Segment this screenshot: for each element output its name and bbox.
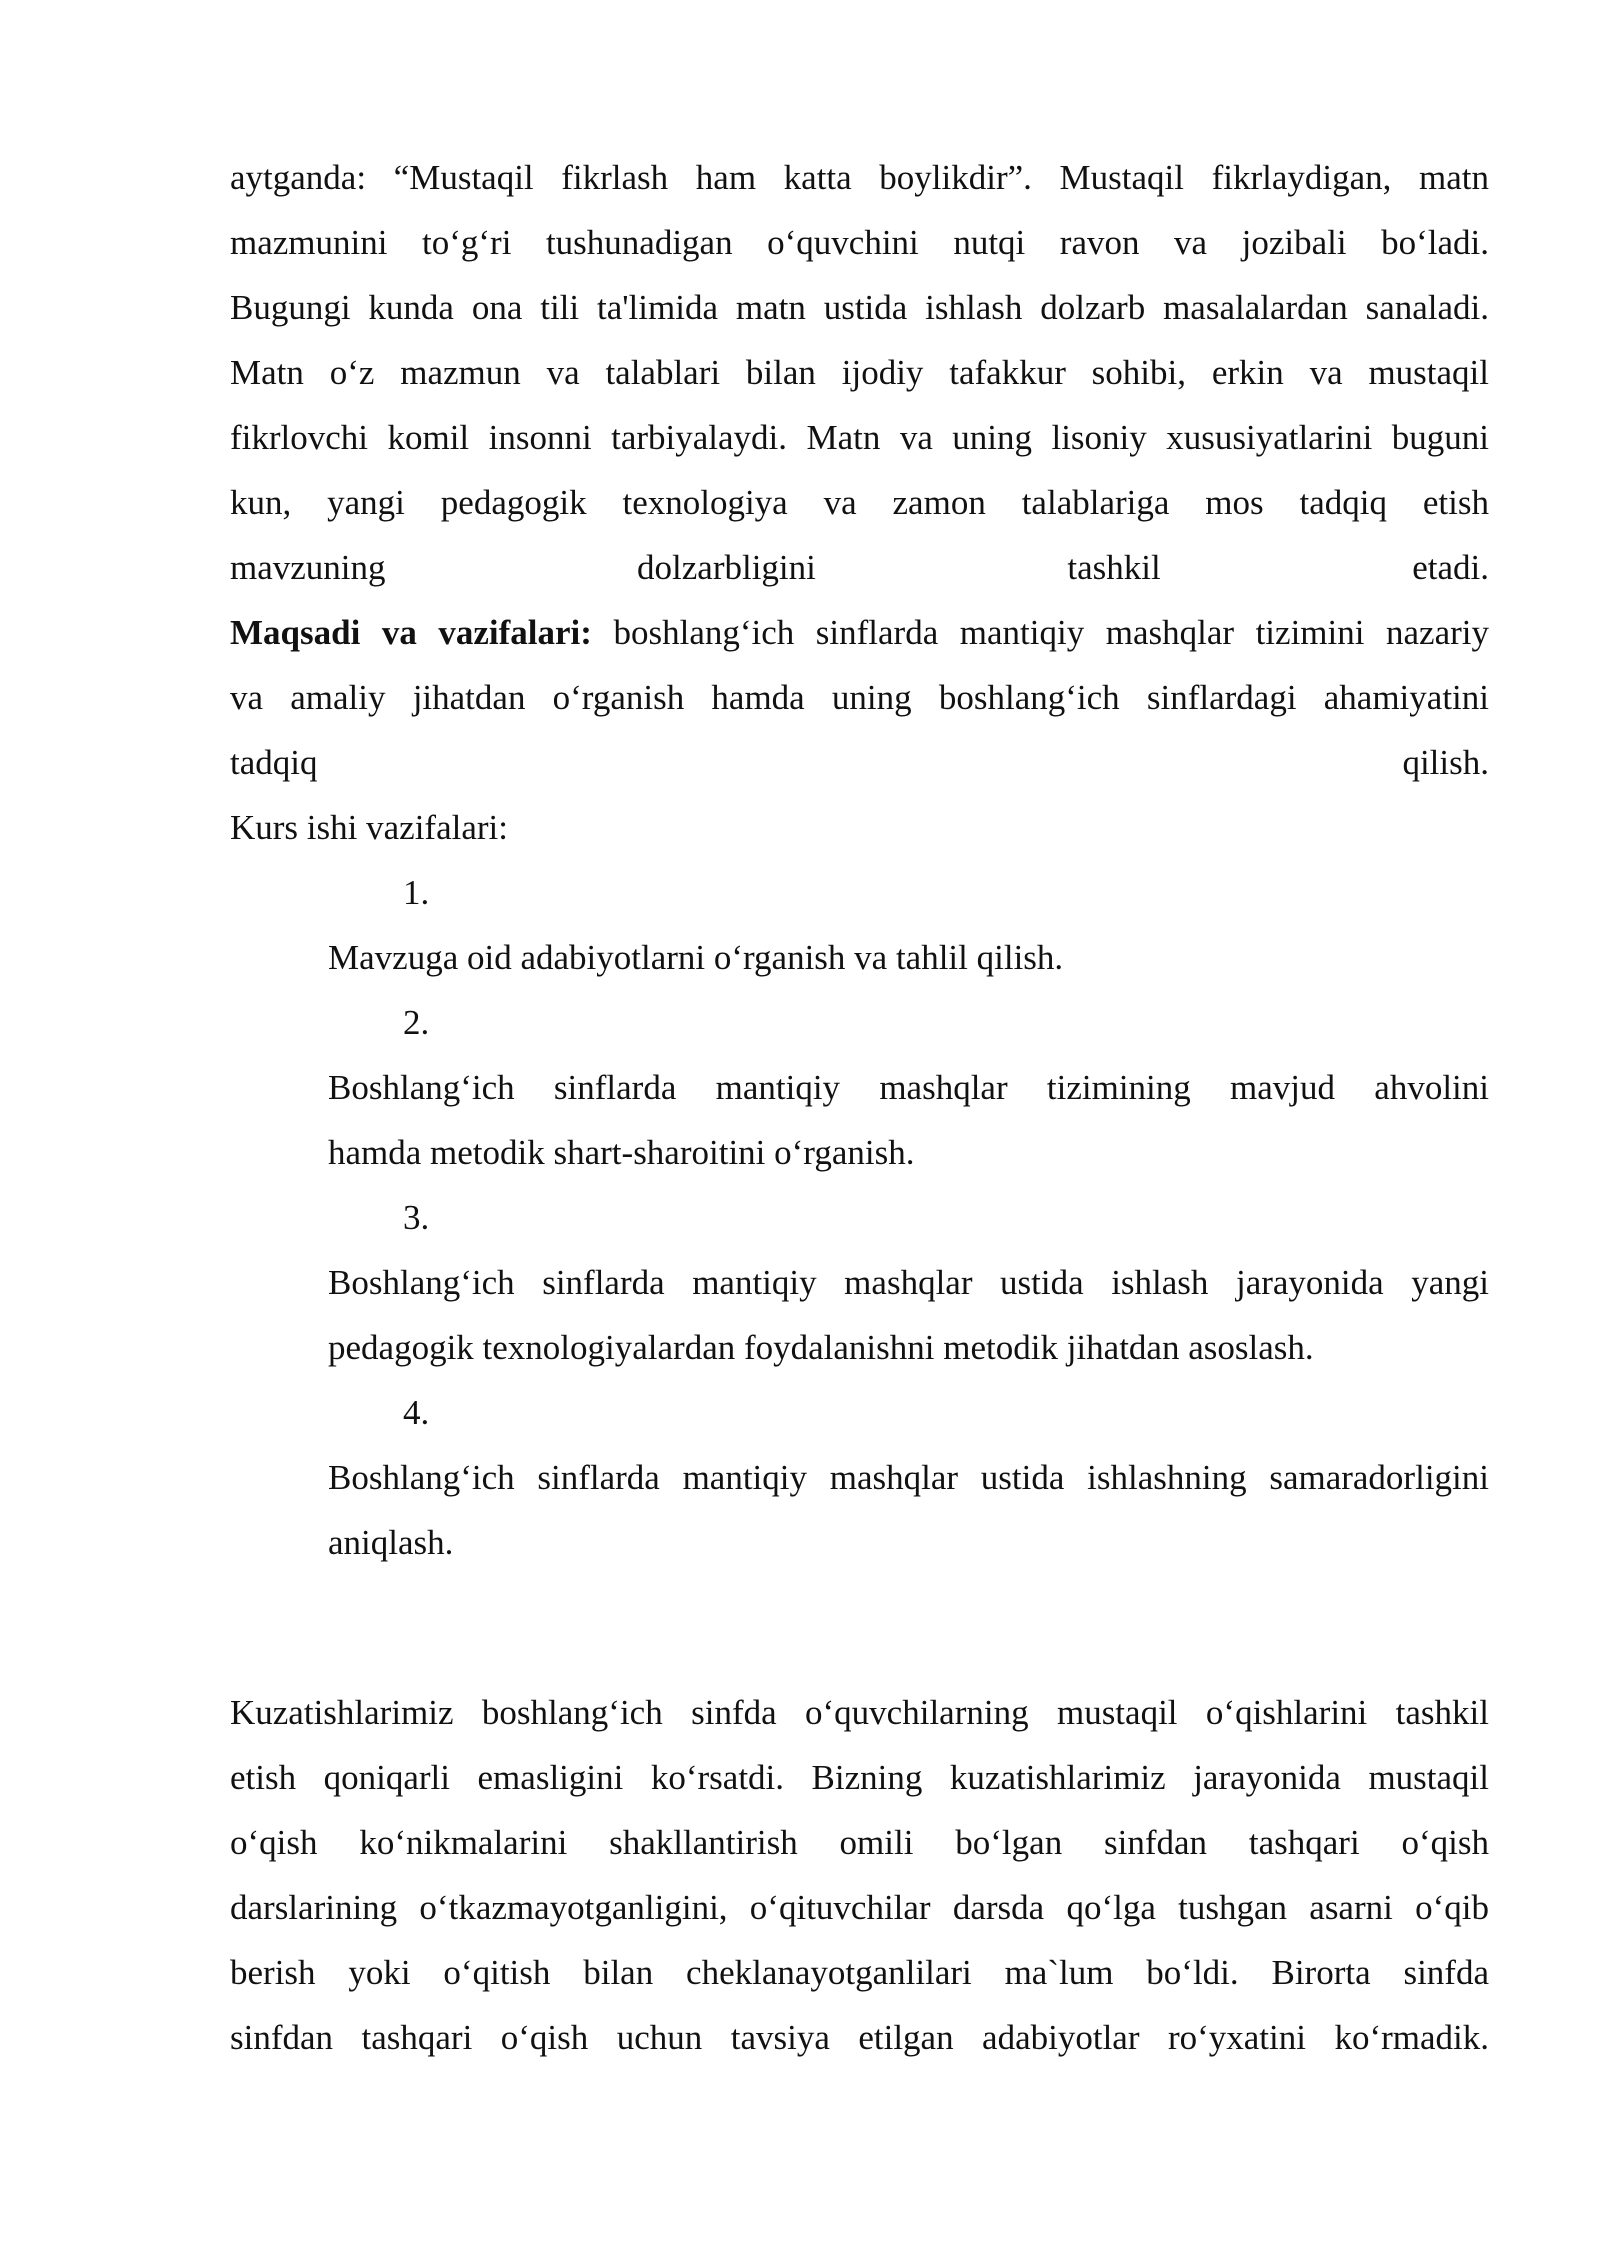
tasks-heading: Kurs ishi vazifalari: [230, 808, 508, 847]
intro-paragraph [230, 145, 1489, 600]
paragraph-line: mazmunini to‘g‘ri tushunadigan o‘quvchini nutqi ravon va jozibali bo‘ladi. [230, 223, 1489, 262]
paragraph-line: etish qoniqarli emasligini ko‘rsatdi. Bizning kuzatishlarimiz jarayonida mustaqil [230, 1758, 1489, 1797]
paragraph-line: darslarining o‘tkazmayotganligini, o‘qituvchilar darsda qo‘lga tushgan asarni o‘qib [230, 1888, 1489, 1927]
paragraph-line: mavzuning dolzarbligini tashkil etadi. [230, 548, 1489, 587]
paragraph-line: tadqiq qilish. [230, 743, 1489, 782]
list-item-line: hamda metodik shart-sharoitini o‘rganish. [328, 1133, 915, 1172]
paragraph-line: Bugungi kunda ona tili ta'limida matn ustida ishlash dolzarb masalalardan sanaladi. [230, 288, 1489, 327]
list-number: 3. [403, 1198, 430, 1237]
goal-text: boshlang‘ich sinflarda mantiqiy mashqlar tizimini nazariy [591, 613, 1489, 652]
list-item-line: Mavzuga oid adabiyotlarni o‘rganish va tahlil qilish. [328, 938, 1064, 977]
list-item-line: pedagogik texnologiyalardan foydalanishni metodik jihatdan asoslash. [328, 1328, 1314, 1367]
list-number: 2. [403, 1003, 430, 1042]
tasks-heading-block [230, 795, 1489, 860]
paragraph-line: sinfdan tashqari o‘qish uchun tavsiya etilgan adabiyotlar ro‘yxatini ko‘rmadik. [230, 2018, 1489, 2057]
list-item [328, 1445, 1489, 1575]
paragraph-line: berish yoki o‘qitish bilan cheklanayotganlilari ma`lum bo‘ldi. Birorta sinfda [230, 1953, 1489, 1992]
observations-paragraph [230, 1680, 1489, 2070]
list-item [328, 1250, 1489, 1380]
list-item-line: Boshlang‘ich sinflarda mantiqiy mashqlar ustida ishlashning samaradorligini [328, 1458, 1489, 1497]
list-number: 4. [403, 1393, 430, 1432]
paragraph-line: kun, yangi pedagogik texnologiya va zamon talablariga mos tadqiq etish [230, 483, 1489, 522]
goal-paragraph [230, 600, 1489, 795]
paragraph-line [230, 600, 1489, 665]
list-number: 1. [403, 873, 430, 912]
goal-label: Maqsadi va vazifalari: [230, 613, 592, 652]
list-item-line: Boshlang‘ich sinflarda mantiqiy mashqlar ustida ishlash jarayonida yangi [328, 1263, 1489, 1302]
paragraph-line: va amaliy jihatdan o‘rganish hamda uning boshlang‘ich sinflardagi ahamiyatini [230, 678, 1489, 717]
paragraph-line: fikrlovchi komil insonni tarbiyalaydi. Matn va uning lisoniy xususiyatlarini buguni [230, 418, 1489, 457]
paragraph-line: Matn o‘z mazmun va talablari bilan ijodiy tafakkur sohibi, erkin va mustaqil [230, 353, 1489, 392]
list-item [328, 1055, 1489, 1185]
list-item-line: aniqlash. [328, 1523, 454, 1562]
list-item [328, 925, 1489, 990]
paragraph-line: aytganda: “Mustaqil fikrlash ham katta boylikdir”. Mustaqil fikrlaydigan, matn [230, 158, 1489, 197]
list-item-line: Boshlang‘ich sinflarda mantiqiy mashqlar tizimining mavjud ahvolini [328, 1068, 1489, 1107]
paragraph-line: Kuzatishlarimiz boshlang‘ich sinfda o‘quvchilarning mustaqil o‘qishlarini tashkil [230, 1693, 1489, 1732]
paragraph-line: o‘qish ko‘nikmalarini shakllantirish omili bo‘lgan sinfdan tashqari o‘qish [230, 1823, 1489, 1862]
